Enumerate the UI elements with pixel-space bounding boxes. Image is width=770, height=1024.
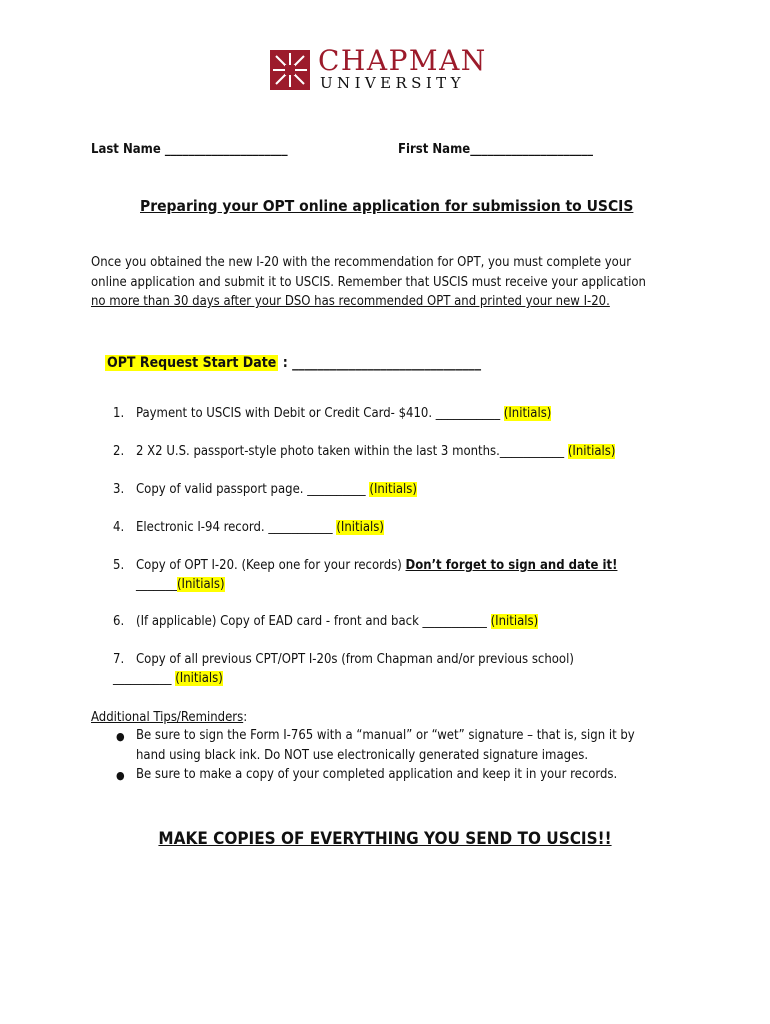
list-item — [0, 520, 770, 538]
initials-highlight[interactable]: (Initials) — [503, 406, 552, 421]
item-label: Electronic I-94 record. ___________ — [136, 520, 337, 535]
item-number: 5. — [113, 558, 125, 573]
item-number: 7. — [113, 652, 125, 667]
item-number: 6. — [113, 614, 125, 629]
footer-warning: MAKE COPIES OF EVERYTHING YOU SEND TO USCIS!! — [158, 829, 612, 849]
bullet-icon: ● — [116, 730, 125, 743]
item-number: 1. — [113, 406, 125, 421]
item-number: 4. — [113, 520, 125, 535]
tip-line: Be sure to sign the Form I-765 with a “manual” or “wet” signature – that is, sign it by — [136, 728, 635, 743]
initials-highlight[interactable]: (Initials) — [336, 520, 384, 535]
item-text-line2 — [136, 577, 225, 593]
intro-line-deadline: no more than 30 days after your DSO has recommended OPT and printed your new I-20. — [91, 294, 610, 309]
initials-blank[interactable]: _______ — [136, 577, 177, 592]
page-title: Preparing your OPT online application for submission to USCIS — [140, 197, 634, 215]
initials-highlight[interactable]: (Initials) — [369, 482, 417, 497]
intro-line: online application and submit it to USCIS. Remember that USCIS must receive your application — [91, 274, 646, 290]
opt-start-date-field[interactable] — [105, 355, 481, 372]
item-label: Copy of all previous CPT/OPT I-20s (from Chapman and/or previous school) — [136, 652, 574, 667]
item-number: 3. — [113, 482, 125, 497]
first-name-field[interactable]: First Name_____________________ — [398, 142, 593, 157]
item-label: (If applicable) Copy of EAD card - front and back ___________ — [136, 614, 491, 629]
tips-heading — [91, 710, 247, 726]
item-text — [136, 614, 538, 630]
tips-heading-colon: : — [243, 710, 248, 725]
item-text — [136, 482, 417, 498]
item-label: Copy of valid passport page. __________ — [136, 482, 370, 497]
tip-line: hand using black ink. Do NOT use electronically generated signature images. — [136, 748, 589, 763]
initials-highlight[interactable]: (Initials) — [176, 577, 225, 592]
tips-heading-text: Additional Tips/Reminders — [91, 710, 244, 725]
list-item — [0, 558, 770, 596]
item-text — [136, 444, 615, 460]
item-text — [136, 652, 574, 668]
item-label: 2 X2 U.S. passport-style photo taken within the last 3 months.___________ — [136, 444, 568, 459]
item-label: Payment to USCIS with Debit or Credit Card- $410. ___________ — [136, 406, 504, 421]
list-item — [0, 652, 770, 690]
list-item — [0, 482, 770, 500]
logo-wordmark-chapman: CHAPMAN — [318, 44, 487, 77]
item-text — [136, 520, 384, 536]
last-name-field[interactable]: Last Name _____________________ — [91, 142, 288, 157]
opt-start-date-blank[interactable]: : ______________________________ — [278, 355, 482, 371]
sign-date-reminder: Don’t forget to sign and date it! — [405, 558, 618, 573]
bullet-icon: ● — [116, 769, 125, 782]
tips-list — [0, 728, 770, 788]
list-item — [0, 406, 770, 424]
chapman-logo-icon — [270, 50, 310, 90]
item-label: Copy of OPT I-20. (Keep one for your records) — [136, 558, 406, 573]
list-item — [0, 444, 770, 462]
item-number: 2. — [113, 444, 125, 459]
initials-highlight[interactable]: (Initials) — [490, 614, 539, 629]
intro-line: Once you obtained the new I-20 with the recommendation for OPT, you must complete your — [91, 255, 632, 270]
item-text — [136, 406, 551, 422]
list-item — [0, 614, 770, 632]
tip-line: Be sure to make a copy of your completed application and keep it in your records. — [136, 767, 618, 782]
opt-start-date-label: OPT Request Start Date — [107, 355, 277, 371]
item-text — [136, 558, 617, 574]
initials-highlight[interactable]: (Initials) — [567, 444, 616, 459]
logo-wordmark-university: UNIVERSITY — [320, 74, 465, 92]
initials-blank[interactable]: __________ — [113, 671, 176, 686]
item-text-line2 — [113, 671, 223, 687]
initials-highlight[interactable]: (Initials) — [175, 671, 223, 686]
university-logo — [270, 44, 487, 94]
intro-paragraph — [91, 253, 691, 312]
